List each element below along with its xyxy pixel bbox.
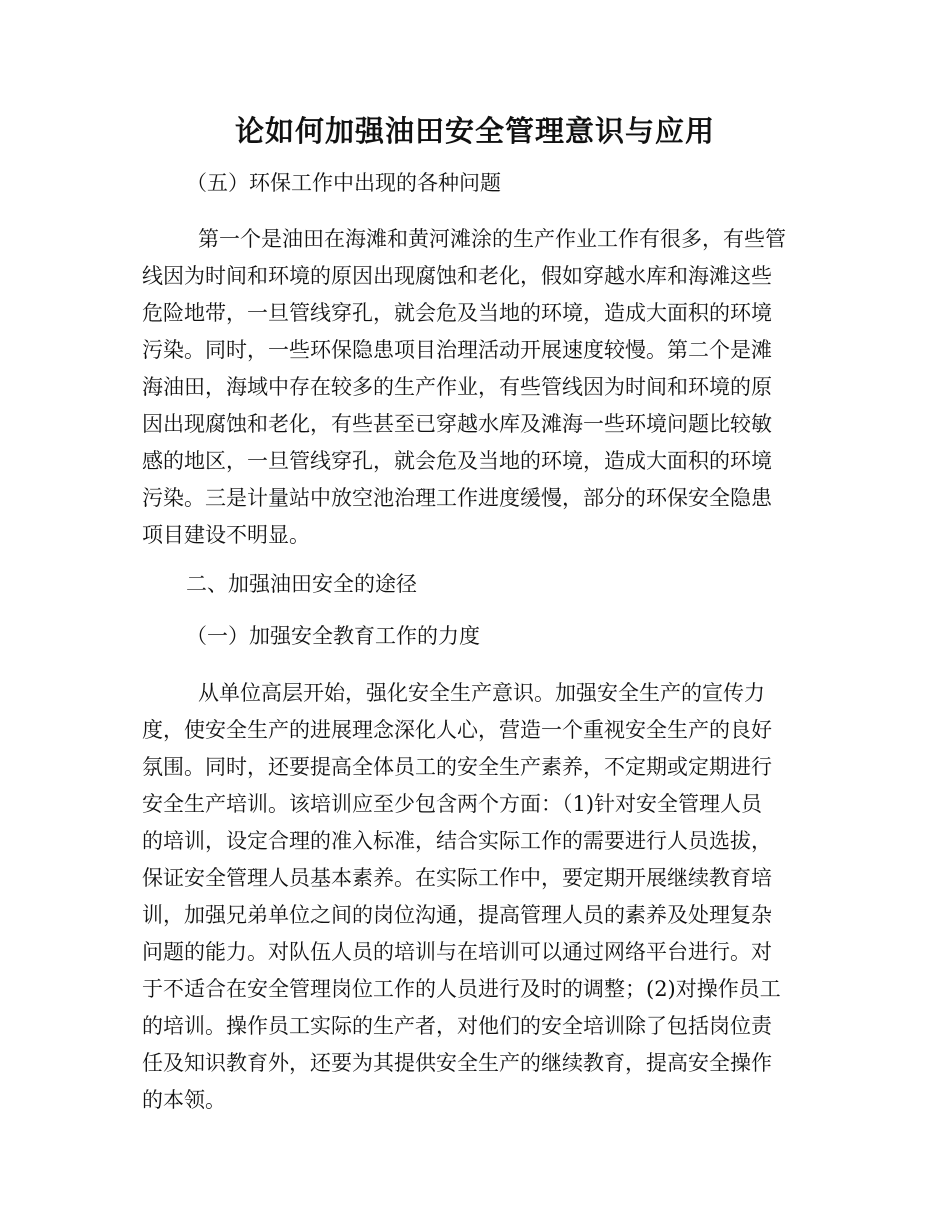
paragraph-line: 任及知识教育外，还要为其提供安全生产的继续教育，提高安全操作 [142,1051,772,1075]
paragraph-line: 的培训，设定合理的准入标准，结合实际工作的需要进行人员选拔， [142,829,772,853]
paragraph-line: 问题的能力。对队伍人员的培训与在培训可以通过网络平台进行。对 [142,940,772,964]
paragraph-line: 线因为时间和环境的原因出现腐蚀和老化，假如穿越水库和海滩这些 [142,264,772,288]
paragraph-line: 项目建设不明显。 [142,523,310,547]
paragraph-line: 污染。同时，一些环保隐患项目治理活动开展速度较慢。第二个是滩 [142,338,772,362]
paragraph-line: 度，使安全生产的进展理念深化人心，营造一个重视安全生产的良好 [142,718,772,742]
subheading-environmental-issues: （五）环保工作中出现的各种问题 [186,171,501,195]
paragraph-line: 的本领。 [142,1088,226,1112]
paragraph-line: 污染。三是计量站中放空池治理工作进度缓慢，部分的环保安全隐患 [142,486,772,510]
paragraph-line: 危险地带，一旦管线穿孔，就会危及当地的环境，造成大面积的环境 [142,301,772,325]
paragraph-safety-education [142,675,808,1119]
paragraph-line: 感的地区，一旦管线穿孔，就会危及当地的环境，造成大面积的环境 [142,449,772,473]
paragraph-line: 海油田，海域中存在较多的生产作业，有些管线因为时间和环境的原 [142,375,772,399]
paragraph-line: 的培训。操作员工实际的生产者，对他们的安全培训除了包括岗位责 [142,1014,772,1038]
paragraph-line: 保证安全管理人员基本素养。在实际工作中，要定期开展继续教育培 [142,866,772,890]
subheading-safety-education: （一）加强安全教育工作的力度 [186,624,480,648]
paragraph-line: 氛围。同时，还要提高全体员工的安全生产素养，不定期或定期进行 [142,755,772,779]
paragraph-line: 训，加强兄弟单位之间的岗位沟通，提高管理人员的素养及处理复杂 [142,903,772,927]
paragraph-environmental-issues [142,221,808,554]
paragraph-line: 从单位高层开始，强化安全生产意识。加强安全生产的宣传力 [198,681,765,705]
section-heading-safety-approaches: 二、加强油田安全的途径 [186,572,417,596]
paragraph-line: 于不适合在安全管理岗位工作的人员进行及时的调整；(2)对操作员工 [142,977,781,1001]
document-title: 论如何加强油田安全管理意识与应用 [234,114,715,148]
paragraph-line: 第一个是油田在海滩和黄河滩涂的生产作业工作有很多，有些管 [198,227,786,251]
paragraph-line: 因出现腐蚀和老化，有些甚至已穿越水库及滩海一些环境问题比较敏 [142,412,772,436]
paragraph-line: 安全生产培训。该培训应至少包含两个方面：（1)针对安全管理人员 [142,792,763,816]
